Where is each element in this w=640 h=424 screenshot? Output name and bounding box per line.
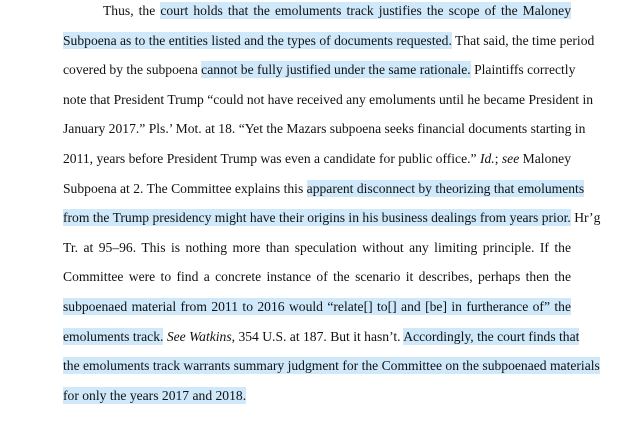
text-segment: Maloney xyxy=(519,151,571,166)
text-segment: see xyxy=(501,151,520,166)
text-line xyxy=(63,207,601,228)
text-segment: , 354 U.S. at 187. But it hasn’t. xyxy=(231,328,404,344)
text-line xyxy=(63,355,600,376)
highlighted-text: court holds that the emoluments track justifies the scope of the Maloney xyxy=(160,3,571,18)
highlighted-text: apparent disconnect by theorizing that emoluments xyxy=(306,180,585,196)
text-line xyxy=(63,30,595,51)
text-segment: Id. xyxy=(479,151,495,166)
text-segment: Thus, the xyxy=(103,3,161,18)
text-line xyxy=(63,296,571,317)
text-line xyxy=(63,266,571,287)
text-segment: 2011, years before President Trump was even a candidate for public office.” xyxy=(63,151,480,166)
text-segment: January 2017.” Pls.’ Mot. at 18. “Yet the Mazars subpoena seeks financial documents starting in xyxy=(63,121,586,137)
text-segment: covered by the subpoena xyxy=(63,62,202,78)
highlighted-text: from the Trump presidency might have their origins in his business dealings from years prior. xyxy=(63,210,571,226)
highlighted-text: Accordingly, the court finds that xyxy=(403,328,580,344)
text-line xyxy=(63,118,586,139)
text-line xyxy=(63,178,585,199)
text-line xyxy=(63,385,571,406)
highlighted-text: the emoluments track warrants summary judgment for the Committee on the subpoenaed materials xyxy=(63,358,600,374)
text-segment: That said, the time period xyxy=(451,32,595,48)
highlighted-text: for only the years 2017 and 2018. xyxy=(63,387,247,403)
highlighted-text: Subpoena as to the entities listed and the types of documents requested. xyxy=(63,32,452,48)
text-segment: note that President Trump “could not have received any emoluments until he became President in xyxy=(63,91,594,107)
text-line xyxy=(63,326,580,347)
text-segment: Subpoena at 2. The Committee explains this xyxy=(63,180,307,196)
text-segment: Hr’g xyxy=(570,210,601,226)
text-line xyxy=(63,89,594,110)
text-segment: ; xyxy=(494,151,502,166)
text-line xyxy=(63,0,571,21)
text-segment: Tr. at 95–96. This is nothing more than speculation without any limiting principle. If the xyxy=(63,239,571,255)
text-line xyxy=(63,148,571,169)
text-line xyxy=(63,59,576,80)
text-segment: Plaintiffs correctly xyxy=(470,62,576,78)
highlighted-text: cannot be fully justified under the same rationale. xyxy=(201,62,471,78)
text-segment: Committee were to find a concrete instance of the scenario it describes, perhaps then the xyxy=(63,269,571,285)
text-segment: See Watkins xyxy=(166,328,232,344)
highlighted-text: subpoenaed material from 2011 to 2016 would “relate[] to[] and [be] in furtherance of” the xyxy=(63,299,571,314)
highlighted-text: emoluments track. xyxy=(63,328,164,344)
text-line xyxy=(63,237,571,258)
